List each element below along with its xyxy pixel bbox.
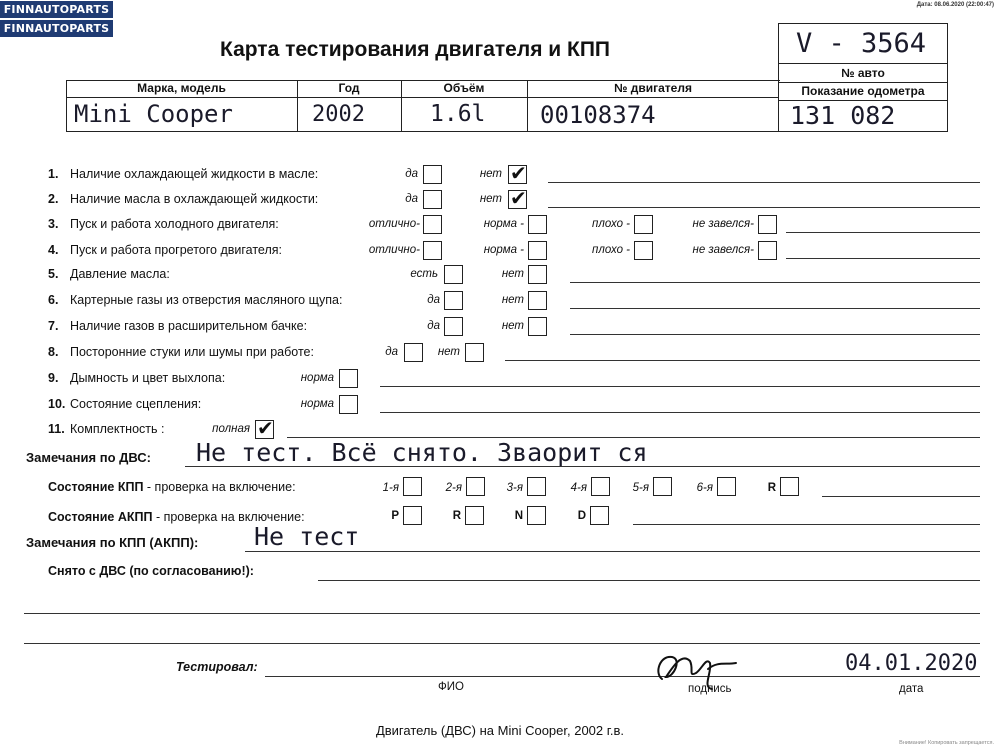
option-label: не завелся-	[692, 218, 754, 230]
header-value-year: 2002	[312, 102, 365, 127]
check-mark-icon: ✔	[510, 186, 527, 210]
kpp-gear-checkbox[interactable]	[780, 477, 799, 496]
question-row	[48, 243, 282, 257]
option-checkbox[interactable]	[444, 265, 463, 284]
engine-notes-label: Замечания по ДВС:	[26, 450, 151, 465]
question-number: 9.	[48, 371, 59, 385]
question-row	[48, 167, 318, 181]
sign-label: подпись	[688, 683, 732, 695]
kpp-notes-label: Замечания по КПП (АКПП):	[26, 535, 199, 550]
option-checkbox[interactable]	[255, 416, 274, 440]
question-number: 10.	[48, 397, 66, 411]
option-checkbox[interactable]	[528, 317, 547, 336]
kpp-gear-label: 3-я	[506, 482, 523, 494]
kpp-gear-checkbox[interactable]	[653, 477, 672, 496]
option-checkbox[interactable]	[528, 215, 547, 234]
akpp-gear-checkbox[interactable]	[527, 506, 546, 525]
option-label: нет	[501, 320, 524, 332]
option-label: да	[405, 193, 418, 205]
kpp-gear-checkbox[interactable]	[466, 477, 485, 496]
question-number: 11.	[48, 422, 65, 436]
option-label: нет	[479, 168, 502, 180]
question-text: Пуск и работа холодного двигателя:	[70, 217, 279, 231]
option-label: не завелся-	[692, 244, 754, 256]
question-number: 4.	[48, 243, 59, 257]
option-label: да	[405, 168, 418, 180]
kpp-gear-label: 5-я	[632, 482, 649, 494]
image-caption: Двигатель (ДВС) на Mini Cooper, 2002 г.в.	[375, 723, 625, 738]
option-checkbox[interactable]	[634, 241, 653, 260]
option-checkbox[interactable]	[423, 190, 442, 209]
option-label: да	[385, 346, 398, 358]
option-checkbox[interactable]	[465, 343, 484, 362]
option-label: нет	[501, 294, 524, 306]
kpp-notes-value: Не тест	[254, 522, 360, 551]
option-checkbox[interactable]	[423, 241, 442, 260]
akpp-label: Состояние АКПП - проверка на включение:	[48, 510, 305, 524]
brand-logo-bottom: FINNAUTOPARTS	[0, 20, 113, 37]
question-text: Посторонние стуки или шумы при работе:	[70, 345, 314, 359]
option-label: отлично-	[368, 218, 420, 230]
option-checkbox[interactable]	[528, 241, 547, 260]
question-number: 5.	[48, 267, 59, 281]
question-row	[48, 217, 279, 231]
option-label: отлично-	[368, 244, 420, 256]
watermark: Внимание! Копировать запрещается.	[899, 740, 994, 746]
kpp-gear-checkbox[interactable]	[403, 477, 422, 496]
question-row	[48, 371, 225, 385]
akpp-gear-label: P	[391, 510, 399, 522]
auto-number-value: V - 3564	[796, 28, 927, 59]
option-label: норма	[300, 372, 334, 384]
brand-logo-top: FINNAUTOPARTS	[0, 1, 113, 18]
header-label-model: Марка, модель	[137, 81, 226, 95]
odometer-value: 131 082	[790, 101, 896, 130]
option-label: да	[427, 294, 440, 306]
kpp-gear-label: 4-я	[570, 482, 587, 494]
option-label: норма -	[483, 218, 524, 230]
akpp-gear-checkbox[interactable]	[403, 506, 422, 525]
removed-label: Снято с ДВС (по согласованию!):	[48, 564, 254, 578]
question-text: Картерные газы из отверстия масляного щупа:	[70, 293, 343, 307]
page-title: Карта тестирования двигателя и КПП	[220, 38, 611, 61]
option-checkbox[interactable]	[758, 241, 777, 260]
option-checkbox[interactable]	[758, 215, 777, 234]
question-text: Состояние сцепления:	[70, 397, 202, 411]
date-stamp: Дата: 08.06.2020 (22:00:47)	[916, 2, 994, 8]
header-value-model: Mini Cooper	[74, 100, 233, 128]
akpp-gear-checkbox[interactable]	[465, 506, 484, 525]
question-row	[48, 422, 164, 436]
option-label: норма	[300, 398, 334, 410]
question-number: 8.	[48, 345, 59, 359]
option-label: нет	[501, 268, 524, 280]
kpp-gear-label: 2-я	[445, 482, 462, 494]
fio-label: ФИО	[438, 681, 464, 693]
header-value-volume: 1.6l	[430, 101, 486, 127]
kpp-gear-label: 1-я	[382, 482, 399, 494]
option-checkbox[interactable]	[528, 265, 547, 284]
date-value: 04.01.2020	[845, 651, 978, 676]
option-checkbox[interactable]	[634, 215, 653, 234]
kpp-gear-checkbox[interactable]	[527, 477, 546, 496]
option-checkbox[interactable]	[444, 291, 463, 310]
question-number: 6.	[48, 293, 59, 307]
date-label: дата	[899, 683, 924, 695]
kpp-gear-checkbox[interactable]	[717, 477, 736, 496]
question-text: Дымность и цвет выхлопа:	[70, 371, 226, 385]
question-row	[48, 267, 170, 281]
question-row	[48, 345, 314, 359]
option-label: нет	[479, 193, 502, 205]
option-checkbox[interactable]	[508, 186, 527, 210]
option-label: есть	[410, 268, 438, 280]
header-label-engine-number: № двигателя	[614, 81, 692, 95]
akpp-gear-label: D	[577, 510, 586, 522]
kpp-gear-checkbox[interactable]	[591, 477, 610, 496]
header-label-volume: Объём	[443, 81, 485, 95]
header-label-year: Год	[338, 81, 360, 95]
option-label: плохо -	[592, 218, 630, 230]
option-checkbox[interactable]	[528, 291, 547, 310]
check-mark-icon: ✔	[257, 416, 274, 440]
akpp-gear-label: N	[514, 510, 523, 522]
question-number: 1.	[48, 167, 59, 181]
option-label: полная	[212, 423, 250, 435]
option-checkbox[interactable]	[339, 369, 358, 388]
option-checkbox[interactable]	[423, 215, 442, 234]
tested-by-label: Тестировал:	[176, 660, 258, 674]
question-text: Комплектность :	[70, 422, 165, 436]
option-checkbox[interactable]	[423, 165, 442, 184]
check-mark-icon: ✔	[510, 161, 527, 185]
akpp-gear-label: R	[452, 510, 461, 522]
header-value-engine-number: 00108374	[540, 101, 656, 129]
question-row	[48, 397, 201, 411]
option-label: да	[427, 320, 440, 332]
auto-number-label: № авто	[841, 66, 885, 80]
question-text: Наличие охлаждающей жидкости в масле:	[70, 167, 319, 181]
question-number: 2.	[48, 192, 59, 206]
engine-notes-value: Не тест. Всё снято. Зваорит ся	[196, 438, 648, 467]
question-text: Давление масла:	[70, 267, 170, 281]
kpp-gear-label: 6-я	[696, 482, 713, 494]
question-text: Наличие газов в расширительном бачке:	[70, 319, 308, 333]
question-row	[48, 319, 307, 333]
question-text: Наличие масла в охлаждающей жидкости:	[70, 192, 319, 206]
question-text: Пуск и работа прогретого двигателя:	[70, 243, 282, 257]
odometer-label: Показание одометра	[801, 84, 925, 98]
option-label: норма -	[483, 244, 524, 256]
question-row	[48, 293, 342, 307]
option-checkbox[interactable]	[444, 317, 463, 336]
signature-drawing	[652, 643, 742, 693]
question-number: 3.	[48, 217, 59, 231]
akpp-gear-checkbox[interactable]	[590, 506, 609, 525]
question-row	[48, 192, 318, 206]
kpp-gear-label: R	[767, 482, 776, 494]
option-checkbox[interactable]	[508, 161, 527, 185]
option-label: плохо -	[592, 244, 630, 256]
option-label: нет	[437, 346, 460, 358]
question-number: 7.	[48, 319, 59, 333]
kpp-label: Состояние КПП - проверка на включение:	[48, 480, 296, 494]
option-checkbox[interactable]	[339, 395, 358, 414]
